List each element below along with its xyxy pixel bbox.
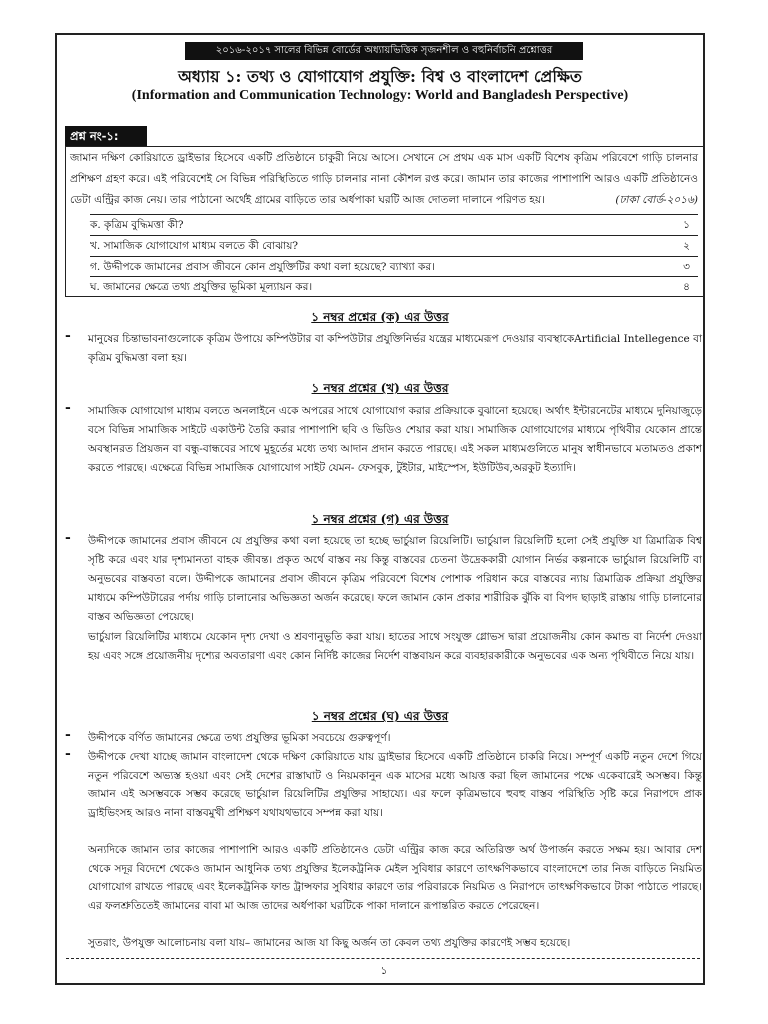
sub-question (90, 214, 698, 235)
bullet-dash: - (65, 530, 71, 546)
answer-gha-line-1: উদ্দীপকে বর্ণিত জামানের ক্ষেত্রে তথ্য প্রযুক্তির ভূমিকা সবচেয়ে গুরুত্বপূর্ণ। (88, 732, 391, 744)
answer-ga-heading: ১ নম্বর প্রশ্নের (গ) এর উত্তর (311, 512, 449, 526)
sub-question-text: ক. কৃত্রিম বুদ্ধিমত্তা কী? (90, 219, 184, 231)
footer-divider (66, 958, 700, 959)
board-source: (ঢাকা বোর্ড-২০১৬) (615, 194, 698, 206)
answer-gha-heading: ১ নম্বর প্রশ্নের (ঘ) এর উত্তর (311, 709, 449, 723)
question-stem (70, 148, 698, 211)
answer-gha-text-3: সুতরাং, উপযুক্ত আলোচনায় বলা যায়– জামানের আজ যা কিছু অর্জন তা কেবল তথ্য প্রযুক্তির কারণেই সম্ভব হয়েছে। (88, 937, 571, 949)
answer-ka-text: মানুষের চিন্তাভাবনাগুলোকে কৃত্রিম উপায়ে কম্পিউটার বা কম্পিউটার প্রযুক্তিনির্ভর যন্ত্রের মাধ্যমেরূপ দেওয়ার ব্যবস্থাকেArtificial Intellegence বা কৃত্রিম বুদ্ধিমত্তা বলা হয়। (88, 333, 702, 364)
sub-question-text: গ. উদ্দীপকে জামানের প্রবাস জীবনে কোন প্রযুক্তিটির কথা বলা হয়েছে? ব্যাখ্যা কর। (90, 261, 435, 273)
answer-kha-heading: ১ নম্বর প্রশ্নের (খ) এর উত্তর (311, 381, 449, 395)
answer-gha-text: উদ্দীপকে দেখা যাচ্ছে জামান বাংলাদেশ থেকে দক্ষিণ কোরিয়াতে যায় ড্রাইভার হিসেবে একটি প্রতিষ্ঠানে চাকরি নিয়ে। সম্পূর্ণ একটি নতুন দেশে গিয়ে নতুন পরিবেশে অভ্যস্ত হওয়া এবং সেই দেশের রাস্তাঘাট ও নিয়মকানুন এক মাসের মধ্যে আয়ত্ত করা ছিল জামানের পক্ষে একেবারেই অসম্ভব। কিন্তু জামান এই অসম্ভবকে সম্ভব করেছে ভার্চুয়াল রিয়েলিটির প্রযুক্তির সাহায্যে। এর ফলে কৃত্রিমভাবে হুবহু বাস্তব পরিস্থিতি সৃষ্টি করে নিরাপদে প্রাক ড্রাইভিংসহ আরও নানা বাস্তবমুখী প্রশিক্ষণ যথাযথভাবে সম্পন্ন করা যায়। (88, 751, 702, 819)
marks: ৩ (683, 261, 690, 273)
sub-question (90, 235, 698, 256)
question-box (65, 146, 705, 297)
answer-gha-text-2: অন্যদিকে জামান তার কাজের পাশাপাশি আরও একটি প্রতিষ্ঠানেও ডেটা এন্ট্রির কাজ করে অতিরিক্ত অর্থ উপার্জন করতে সক্ষম হয়। আবার দেশ থেকে সদূর বিদেশে থেকেও জামান আধুনিক তথ্য প্রযুক্তির ইলেকট্রনিক মেইল সুবিধার কারণে তাৎক্ষণিকভাবে বাংলাদেশে তার নিজ বাড়িতে নিয়মিত যোগাযোগ রাখতে পারছে এবং ইলেকট্রনিক ফান্ড ট্রান্সফার সুবিধার কারণে তার পরিবারকে নিয়মিত ও নিরাপদে তাৎক্ষণিকভাবে টাকা পাঠাতে পারছে। এর ফলশ্রুতিতেই জামানের বাবা মা আজ তাদের অর্ধপাকা ঘরটিকে পাকা দালানে রূপান্তরিত করতে পেরেছেন। (88, 844, 702, 912)
chapter-title-bangla: অধ্যায় ১: তথ্য ও যোগাযোগ প্রযুক্তি: বিশ্ব ও বাংলাদেশ প্রেক্ষিত (178, 67, 582, 86)
marks: ৪ (683, 281, 690, 293)
sub-question (90, 256, 698, 277)
bullet-dash: - (65, 746, 71, 762)
bullet-dash: - (65, 727, 71, 743)
bullet-dash: - (65, 400, 71, 416)
answer-kha-text: সামাজিক যোগাযোগ মাধ্যম বলতে অনলাইনে একে অপরের সাথে যোগাযোগ করার প্রক্রিয়াকে বুঝানো হয়েছে। অর্থাৎ ইন্টারনেটের মাধ্যমে দুনিয়াজুড়ে বসে বিভিন্ন সামাজিক সাইটে একাউন্ট তৈরি করার পাশাপাশি ছবি ও ভিডিও শেয়ার করা যায়। সামাজিক যোগাযোগের মাধ্যমে পৃথিবীর যেকোন প্রান্তে অবস্থানরত প্রিয়জন বা বন্ধু-বান্ধবের সাথে মুহূর্তের মধ্যে তথ্য আদান প্রদান করতে পারছে। এই সকল মাধ্যমগুলিতে মানুষ স্বাধীনভাবে মতামতও প্রকাশ করতে পারছে। এক্ষেত্রে বিভিন্ন সামাজিক যোগাযোগ সাইট যেমন- ফেসবুক, টুইটার, মাইস্পেস, ইউটিউব,অরকুট ইত্যাদি। (88, 405, 702, 474)
board-banner: ২০১৬-২০১৭ সালের বিভিন্ন বোর্ডের অধ্যায়ভিত্তিক সৃজনশীল ও বহুনির্বাচনি প্রশ্নোত্তর (185, 42, 583, 60)
marks: ২ (683, 240, 690, 252)
marks: ১ (683, 219, 690, 231)
page-number: ১ (380, 964, 388, 977)
answer-ga-text-2: ভার্চুয়াল রিয়েলিটির মাধ্যমে যেকোন দৃশ্য দেখা ও শ্রবণানুভূতি করা যায়। হাতের সাথে সংযুক্ত গ্লোভস দ্বারা প্রয়োজনীয় কোন কমান্ড বা নির্দেশ দেওয়া হয় এবং সঙ্গে প্রয়োজনীয় দৃশ্যের অবতারণা এবং কোন নির্দিষ্ট কাজের নির্দেশ বাস্তবায়ন করে ব্যবহারকারীকে অনুভবের এক অন্য পৃথিবীতে নিয়ে যায়। (88, 631, 702, 662)
question-label: প্রশ্ন নং-১: (65, 126, 147, 146)
bullet-dash: - (65, 328, 71, 344)
sub-question-text: ঘ. জামানের ক্ষেত্রে তথ্য প্রযুক্তির ভূমিকা মূল্যায়ন কর। (90, 281, 313, 293)
sub-question (90, 276, 698, 297)
chapter-title-english: (Information and Communication Technology: World and Bangladesh Perspective) (131, 88, 629, 103)
stem-text: জামান দক্ষিণ কোরিয়াতে ড্রাইভার হিসেবে একটি প্রতিষ্ঠানে চাকুরী নিয়ে আসে। সেখানে সে প্রথম এক মাস একটি বিশেষ কৃত্রিম পরিবেশে গাড়ি চালনার প্রশিক্ষণ গ্রহণ করে। এই পরিবেশেই সে বিভিন্ন পরিস্থিতিতে গাড়ি চালনার নানা কৌশল রপ্ত করে। জামান তার কাজের পাশাপাশি আরও একটি প্রতিষ্ঠানেও ডেটা এন্ট্রির কাজ নেয়। তার পাঠানো অর্থেই গ্রামের বাড়িতে তার অর্ধপাকা ঘরটি আজ দোতলা দালানে পরিণত হয়। (70, 152, 698, 206)
sub-question-text: খ. সামাজিক যোগাযোগ মাধ্যম বলতে কী বোঝায়? (90, 240, 299, 252)
answer-ka-heading: ১ নম্বর প্রশ্নের (ক) এর উত্তর (311, 310, 449, 324)
answer-ga-text: উদ্দীপকে জামানের প্রবাস জীবনে যে প্রযুক্তির কথা বলা হয়েছে তা হচ্ছে ভার্চুয়াল রিয়েলিটি। ভার্চুয়াল রিয়েলিটি হলো সেই প্রযুক্তি যা ত্রিমাত্রিক বিশ্ব সৃষ্টি করে এবং যার দৃশ্যমানতা বাহক জীবন্ত। প্রকৃত অর্থে বাস্তব নয় কিন্তু বাস্তবের চেতনা উদ্রেককারী যোগান নির্ভর কল্পনাকে ভার্চুয়াল রিয়েলিটি বা অনুভবের বাস্তবতা বলে। উদ্দীপকে জামানের প্রবাস জীবনে কৃত্রিম পরিবেশে বিশেষ পোশাক পরিধান করে বাস্তবের ন্যায় ত্রিমাত্রিক প্রক্রিয়া প্রযুক্তির মাধ্যমে কম্পিউটারের পর্দায় গাড়ি চালানোর অভিজ্ঞতা অর্জন করেছে। ফলে জামান কোন প্রকার শারীরিক ঝুঁকি বা বিপদ ছাড়াই রাস্তায় গাড়ি চালানোর বাস্তব অভিজ্ঞতা পেয়েছে। (88, 535, 702, 623)
